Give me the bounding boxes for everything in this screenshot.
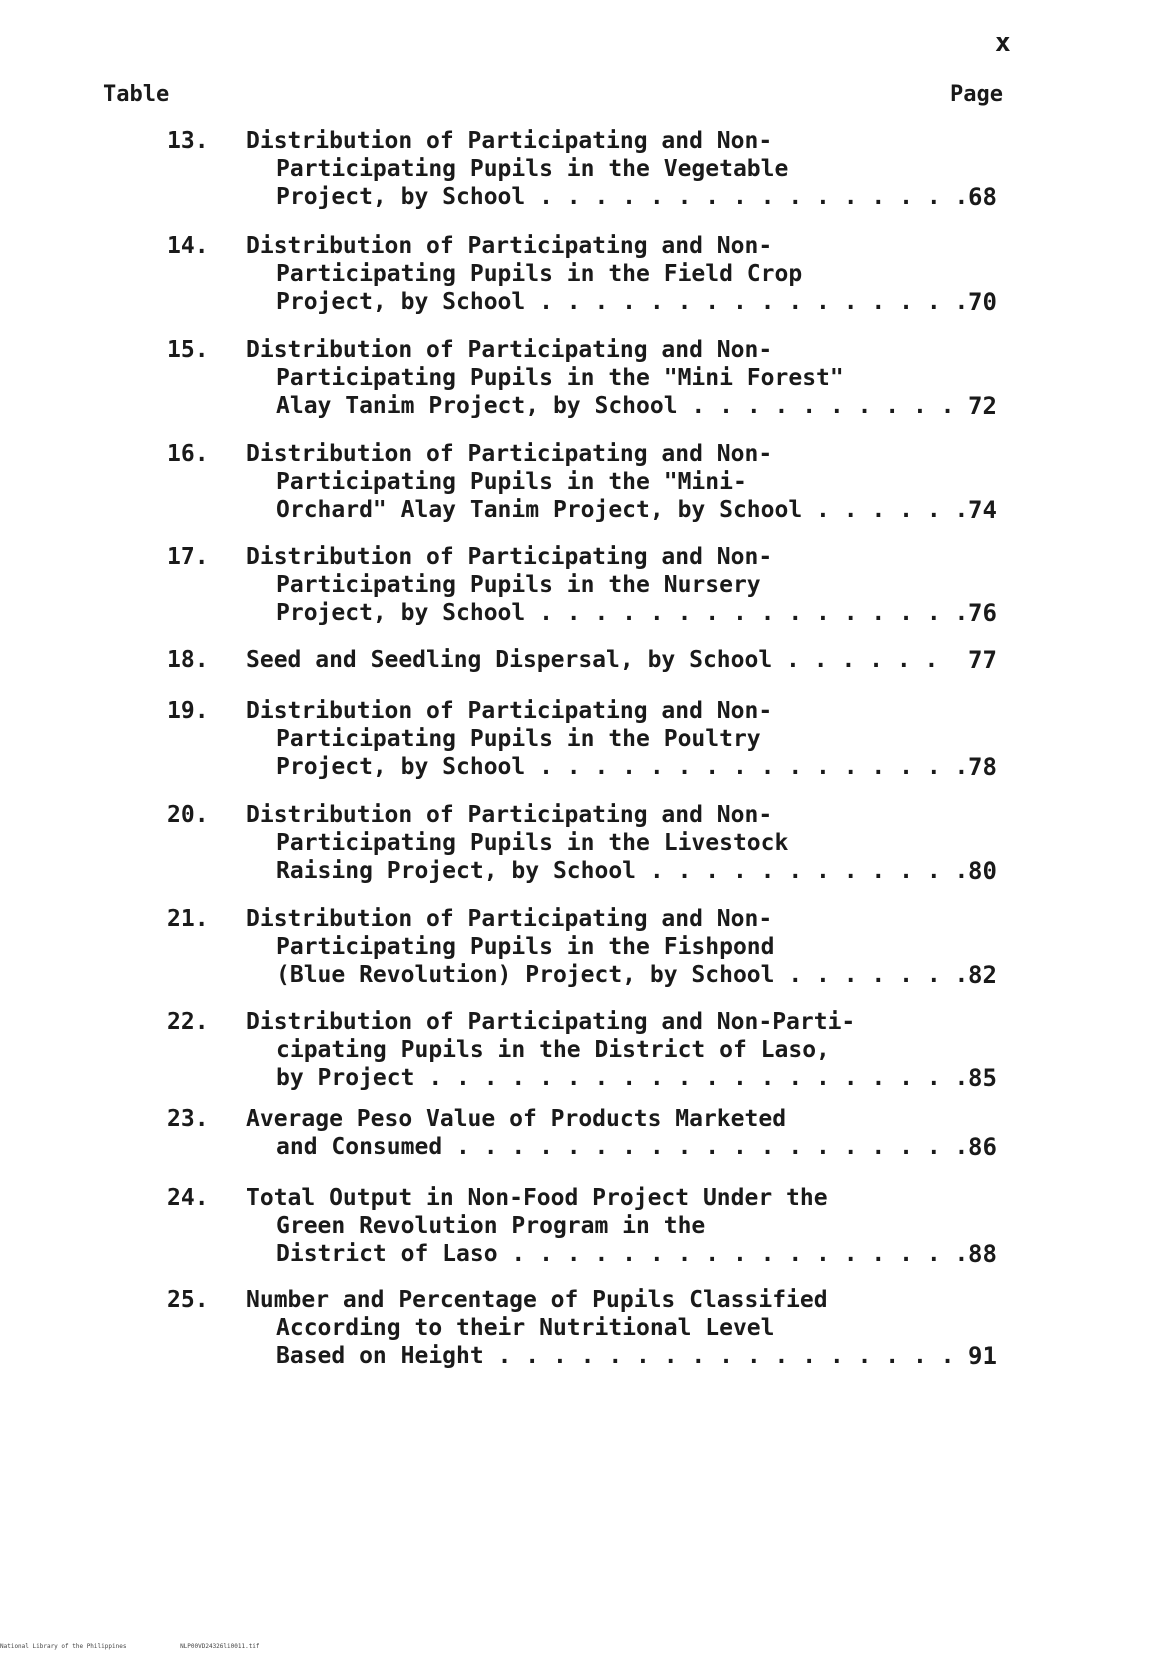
table-title (246, 127, 936, 211)
title-line: Participating Pupils in the Vegetable (276, 156, 789, 182)
table-title (246, 1105, 936, 1161)
title-line: Participating Pupils in the "Mini- (276, 469, 747, 495)
title-line: Based on Height . . . (246, 1342, 966, 1370)
table-title (246, 336, 936, 420)
title-line: and Consumed . . . (246, 1133, 966, 1161)
table-number: 23. (167, 1106, 209, 1132)
table-title (246, 801, 936, 885)
table-number: 16. (167, 441, 209, 467)
page-reference: 91 (968, 1342, 997, 1370)
page-reference: 78 (968, 753, 997, 781)
title-line: Participating Pupils in the Field Crop (276, 261, 803, 287)
table-title (246, 232, 936, 316)
title-line: Participating Pupils in the Poultry (276, 726, 761, 752)
title-line: Distribution of Participating and Non- (246, 441, 773, 467)
page-reference: 86 (968, 1133, 997, 1161)
title-line: Project, by School . . . (246, 753, 966, 781)
page-reference: 80 (968, 857, 997, 885)
title-line: Project, by School . . . (246, 288, 966, 316)
title-line: Seed and Seedling Dispersal, by School . . . (246, 646, 936, 674)
title-line: Participating Pupils in the "Mini Forest" (276, 365, 844, 391)
table-number: 13. (167, 128, 209, 154)
title-line: Distribution of Participating and Non- (246, 802, 773, 828)
table-title (246, 1008, 936, 1092)
title-line: Project, by School . . . (246, 183, 966, 211)
page-reference: 74 (968, 496, 997, 524)
title-line: Distribution of Participating and Non-Parti- (246, 1009, 856, 1035)
table-number: 14. (167, 233, 209, 259)
table-number: 17. (167, 544, 209, 570)
title-line: Distribution of Participating and Non- (246, 128, 773, 154)
page-reference: 88 (968, 1240, 997, 1268)
title-line: Distribution of Participating and Non- (246, 544, 773, 570)
table-title (246, 697, 936, 781)
table-number: 24. (167, 1185, 209, 1211)
table-number: 18. (167, 647, 209, 673)
title-line: Project, by School . . . (246, 599, 966, 627)
title-line: Participating Pupils in the Nursery (276, 572, 761, 598)
table-title (246, 1286, 936, 1370)
table-number: 20. (167, 802, 209, 828)
title-line: Alay Tanim Project, by School . . . (246, 392, 966, 420)
page-reference: 76 (968, 599, 997, 627)
title-line: (Blue Revolution) Project, by School . . . (246, 961, 966, 989)
title-line: Participating Pupils in the Livestock (276, 830, 789, 856)
page-reference: 77 (968, 646, 997, 674)
title-line: Orchard" Alay Tanim Project, by School . . . (246, 496, 966, 524)
table-title (246, 646, 936, 674)
title-line: Green Revolution Program in the (276, 1213, 706, 1239)
table-number: 22. (167, 1009, 209, 1035)
table-title (246, 905, 936, 989)
table-number: 25. (167, 1287, 209, 1313)
title-line: Number and Percentage of Pupils Classified (246, 1287, 828, 1313)
page-reference: 70 (968, 288, 997, 316)
page-reference: 85 (968, 1064, 997, 1092)
page-column-header: Page (950, 82, 1003, 107)
footer (0, 1643, 310, 1650)
title-line: by Project . . . (246, 1064, 966, 1092)
table-number: 21. (167, 906, 209, 932)
page-reference: 82 (968, 961, 997, 989)
title-line: Distribution of Participating and Non- (246, 906, 773, 932)
footer-file: NLP00VD24326li0011.tif (180, 1643, 260, 1650)
page-reference: 68 (968, 183, 997, 211)
title-line: Total Output in Non-Food Project Under the (246, 1185, 828, 1211)
footer-library: National Library of the Philippines (0, 1643, 127, 1650)
title-line: Distribution of Participating and Non- (246, 698, 773, 724)
table-number: 15. (167, 337, 209, 363)
table-title (246, 543, 936, 627)
table-column-header: Table (103, 82, 170, 107)
title-line: Raising Project, by School . . . (246, 857, 966, 885)
title-line: Distribution of Participating and Non- (246, 233, 773, 259)
page-number: x (995, 28, 1011, 58)
title-line: District of Laso . . . (246, 1240, 966, 1268)
page-reference: 72 (968, 392, 997, 420)
table-title (246, 1184, 936, 1268)
title-line: According to their Nutritional Level (276, 1315, 775, 1341)
table-title (246, 440, 936, 524)
title-line: Distribution of Participating and Non- (246, 337, 773, 363)
title-line: Participating Pupils in the Fishpond (276, 934, 775, 960)
title-line: Average Peso Value of Products Marketed (246, 1106, 787, 1132)
title-line: cipating Pupils in the District of Laso, (276, 1037, 830, 1063)
table-number: 19. (167, 698, 209, 724)
